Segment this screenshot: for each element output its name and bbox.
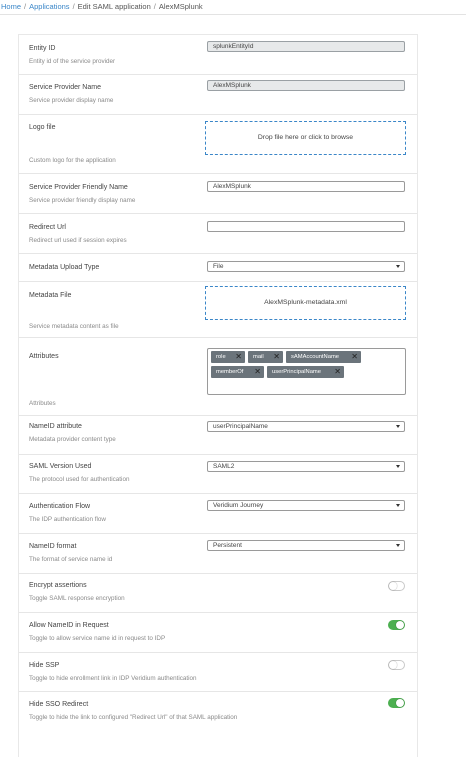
close-icon[interactable]: ✕ [334,367,341,376]
auth-flow-label: Authentication Flow [29,503,91,510]
nameid-attribute-select[interactable] [207,421,405,432]
breadcrumb-applications-link[interactable]: Applications [29,2,70,11]
metadata-type-value: File [213,263,224,270]
chevron-down-icon [396,425,400,428]
toggle-knob [389,661,397,669]
row-saml-version [19,454,417,494]
row-hide-sso-redirect [19,691,417,731]
sp-name-input[interactable]: AlexMSplunk [207,80,405,91]
attribute-tag-label: role [216,354,226,360]
toggle-knob [396,621,404,629]
nameid-attribute-label: NameID attribute [29,423,82,430]
toggle-knob [396,699,404,707]
allow-nameid-toggle[interactable] [388,620,405,630]
nameid-format-select[interactable] [207,540,405,551]
metadata-type-select[interactable] [207,261,405,272]
close-icon[interactable]: ✕ [351,352,358,361]
chevron-down-icon [396,265,400,268]
breadcrumb [0,0,466,15]
chevron-down-icon [396,544,400,547]
attribute-tag [267,366,344,378]
attribute-tag-label: userPrincipalName [272,369,321,375]
redirect-url-label: Redirect Url [29,224,66,231]
logo-file-label: Logo file [29,124,56,131]
attribute-tag [248,351,283,363]
redirect-url-desc: Redirect url used if session expires [29,237,127,244]
row-logo-file [19,114,417,174]
auth-flow-select[interactable] [207,500,405,511]
close-icon[interactable]: ✕ [235,352,242,361]
breadcrumb-separator: / [24,2,27,11]
metadata-file-dropzone[interactable]: AlexMSplunk-metadata.xml [205,286,406,320]
friendly-name-input[interactable]: AlexMSplunk [207,181,405,192]
metadata-file-label: Metadata File [29,292,72,299]
auth-flow-value: Veridium Journey [213,502,264,509]
friendly-name-desc: Service provider friendly display name [29,197,136,204]
nameid-format-label: NameID format [29,543,77,550]
toggle-knob [389,582,397,590]
row-metadata-type [19,253,417,282]
nameid-attribute-desc: Metadata provider content type [29,436,116,443]
row-redirect-url [19,213,417,254]
row-auth-flow [19,493,417,534]
attribute-tag [286,351,361,363]
entity-id-input[interactable]: splunkEntityId [207,41,405,52]
nameid-format-desc: The format of service name id [29,556,113,563]
entity-id-desc: Entity id of the service provider [29,58,116,65]
attribute-tag-label: sAMAccountName [291,354,340,360]
redirect-url-input[interactable] [207,221,405,232]
attribute-tag [211,366,264,378]
row-friendly-name [19,173,417,214]
hide-sso-redirect-toggle[interactable] [388,698,405,708]
hide-sso-redirect-desc: Toggle to hide the link to configured "Redirect Url" of that SAML application [29,714,238,721]
sp-name-label: Service Provider Name [29,84,101,91]
saml-version-select[interactable] [207,461,405,472]
row-nameid-attribute [19,415,417,455]
saml-version-value: SAML2 [213,463,235,470]
metadata-file-desc: Service metadata content as file [29,323,119,330]
attributes-desc: Attributes [29,400,56,407]
row-allow-nameid [19,612,417,653]
attribute-tag-label: memberOf [216,369,244,375]
encrypt-assertions-label: Encrypt assertions [29,582,87,589]
attributes-tag-input[interactable] [207,348,406,395]
row-hide-ssp [19,652,417,692]
row-sp-name [19,74,417,115]
nameid-attribute-value: userPrincipalName [213,423,268,430]
nameid-format-value: Persistent [213,542,242,549]
encrypt-assertions-toggle[interactable] [388,581,405,591]
saml-version-desc: The protocol used for authentication [29,476,130,483]
saml-app-form [18,34,418,757]
hide-ssp-desc: Toggle to hide enrollment link in IDP Veridium authentication [29,675,197,682]
row-attributes [19,337,417,416]
attribute-tag [211,351,245,363]
saml-version-label: SAML Version Used [29,463,92,470]
logo-file-desc: Custom logo for the application [29,157,116,164]
attribute-tag-label: mail [253,354,264,360]
breadcrumb-home-link[interactable]: Home [1,2,22,11]
hide-ssp-toggle[interactable] [388,660,405,670]
entity-id-label: Entity ID [29,45,56,52]
breadcrumb-edit: Edit SAML application [77,2,151,11]
chevron-down-icon [396,465,400,468]
row-metadata-file [19,281,417,338]
encrypt-assertions-desc: Toggle SAML response encryption [29,595,125,602]
breadcrumb-separator: / [72,2,75,11]
breadcrumb-current-app: AlexMSplunk [158,2,203,11]
sp-name-desc: Service provider display name [29,97,114,104]
metadata-type-label: Metadata Upload Type [29,264,100,271]
row-nameid-format [19,533,417,574]
attributes-label: Attributes [29,353,59,360]
allow-nameid-label: Allow NameID in Request [29,622,109,629]
row-entity-id [19,35,417,75]
chevron-down-icon [396,504,400,507]
auth-flow-desc: The IDP authentication flow [29,516,106,523]
breadcrumb-separator: / [153,2,156,11]
allow-nameid-desc: Toggle to allow service name id in request to IDP [29,635,166,642]
row-encrypt-assertions [19,573,417,613]
close-icon[interactable]: ✕ [254,367,261,376]
friendly-name-label: Service Provider Friendly Name [29,184,128,191]
close-icon[interactable]: ✕ [273,352,280,361]
hide-ssp-label: Hide SSP [29,662,60,669]
hide-sso-redirect-label: Hide SSO Redirect [29,701,89,708]
logo-dropzone[interactable]: Drop file here or click to browse [205,121,406,155]
